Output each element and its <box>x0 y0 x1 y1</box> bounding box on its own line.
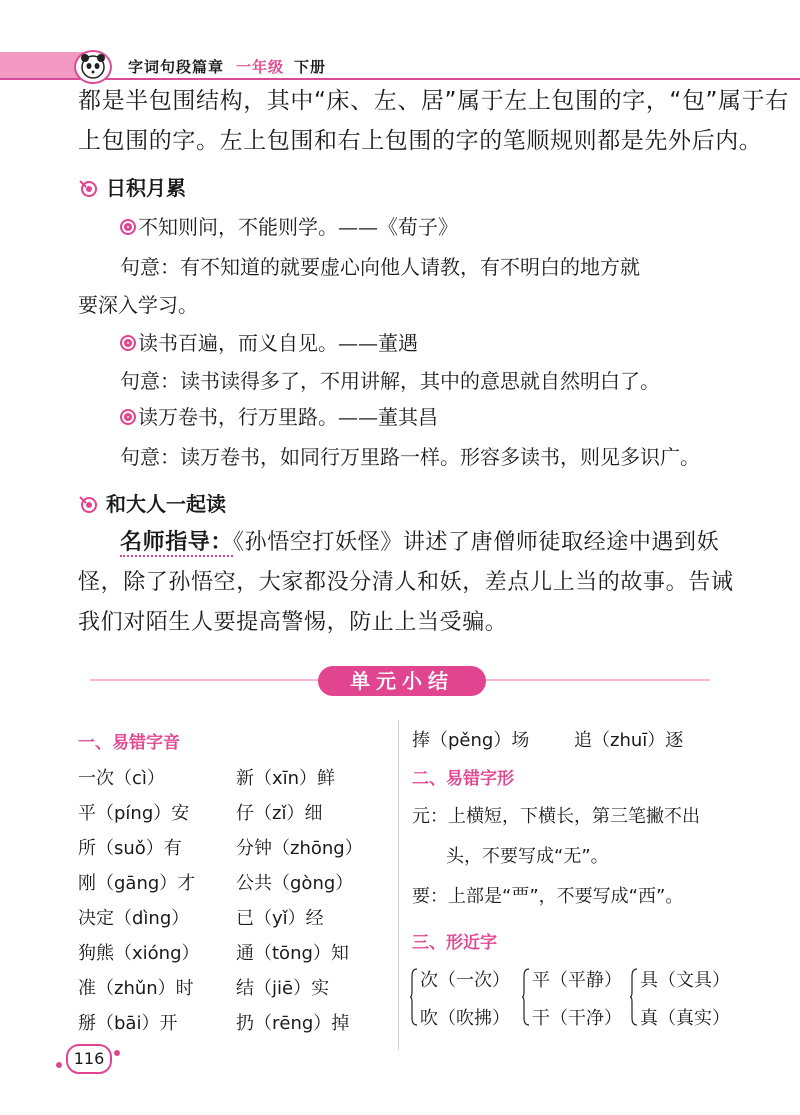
teacher-guide-label: 名师指导： <box>120 530 234 555</box>
quote-1 <box>120 212 458 242</box>
volume-label: 下册 <box>294 58 327 76</box>
yuan-rule-line-2: 头，不要写成“无”。 <box>446 846 609 867</box>
meaning-label: 句意： <box>120 445 180 469</box>
similar-char-top: 次（一次） <box>420 970 510 991</box>
header-band <box>0 52 800 80</box>
meaning-label: 句意： <box>120 369 180 393</box>
similar-char-top: 平（平静） <box>532 970 622 991</box>
read-together-line-2: 怪，除了孙悟空，大家都没分清人和妖，差点儿上当的故事。告诫 <box>78 570 734 595</box>
panda-logo-icon <box>74 50 112 84</box>
brace-icon <box>522 968 530 1026</box>
column-divider <box>398 720 399 1050</box>
word-item: 通（tōng）知 <box>236 943 349 964</box>
meaning-2 <box>120 366 660 396</box>
meaning-2-text: 读书读得多了，不用讲解，其中的意思就自然明白了。 <box>180 369 660 393</box>
read-together-line-1 <box>120 528 719 558</box>
word-item: 一次（cì） <box>78 768 165 789</box>
word-item: 公共（gòng） <box>236 873 354 894</box>
intro-line-2: 上包围的字。左上包围和右上包围的字的笔顺规则都是先外后内。 <box>78 128 763 154</box>
word-item: 新（xīn）鲜 <box>236 768 336 789</box>
word-item: 掰（bāi）开 <box>78 1013 178 1034</box>
page-dot-icon <box>114 1050 120 1056</box>
read-together-heading-text: 和大人一起读 <box>106 492 226 516</box>
brace-icon <box>410 968 418 1026</box>
word-item: 追（zhuī）逐 <box>574 730 684 751</box>
similar-char-bottom: 真（真实） <box>640 1008 730 1029</box>
word-item: 捧（pěng）场 <box>412 730 530 751</box>
meaning-3-text: 读万卷书，如同行万里路一样。形容多读书，则见多识广。 <box>180 445 700 469</box>
header-title <box>128 56 326 77</box>
page-dot-icon <box>56 1062 62 1068</box>
similar-char-top: 具（文具） <box>640 970 730 991</box>
read-together-text-1: 《孙悟空打妖怪》讲述了唐僧师徒取经途中遇到妖 <box>233 530 720 555</box>
read-together-line-3: 我们对陌生人要提高警惕，防止上当受骗。 <box>78 610 508 635</box>
word-item: 准（zhǔn）时 <box>78 978 194 999</box>
pen-badge-icon <box>78 178 98 198</box>
grade-label: 一年级 <box>236 58 285 76</box>
word-item: 仔（zǐ）细 <box>236 803 323 824</box>
meaning-1-line-1 <box>120 252 640 282</box>
quote-2 <box>120 328 418 358</box>
meaning-label: 句意： <box>120 255 180 279</box>
meaning-1-line-2: 要深入学习。 <box>78 293 198 317</box>
quote-3-text: 读万卷书，行万里路。——董其昌 <box>138 405 438 429</box>
word-item: 分钟（zhōng） <box>236 838 363 859</box>
intro-line-1: 都是半包围结构，其中“床、左、居”属于左上包围的字，“包”属于右 <box>78 88 789 114</box>
similar-char-bottom: 干（干净） <box>532 1008 622 1029</box>
quote-1-text: 不知则问，不能则学。——《荀子》 <box>138 215 458 239</box>
yao-rule: 要：上部是“覀”，不要写成“西”。 <box>412 886 684 907</box>
page-number: 116 <box>66 1044 112 1074</box>
accumulate-heading-text: 日积月累 <box>106 176 186 200</box>
yuan-rule-line-1: 元：上横短，下横长，第三笔撇不出 <box>412 806 700 827</box>
section-heading-read-together <box>78 488 226 517</box>
word-item: 结（jiē）实 <box>236 978 330 999</box>
word-item: 平（píng）安 <box>78 803 190 824</box>
quote-2-text: 读书百遍，而义自见。——董遇 <box>138 331 418 355</box>
brace-icon <box>630 968 638 1026</box>
meaning-1-text-a: 有不知道的就要虚心向他人请教，有不明白的地方就 <box>180 255 640 279</box>
word-item: 所（suǒ）有 <box>78 838 182 859</box>
bullet-circle-icon <box>120 219 136 235</box>
book-series-title: 字词句段篇章 <box>128 58 225 76</box>
bullet-circle-icon <box>120 409 136 425</box>
bullet-circle-icon <box>120 335 136 351</box>
word-item: 决定（dìng） <box>78 908 190 929</box>
meaning-3 <box>120 442 700 472</box>
section-heading-accumulate <box>78 172 186 201</box>
word-item: 狗熊（xióng） <box>78 943 200 964</box>
header-rule <box>0 78 800 80</box>
pen-badge-icon <box>78 494 98 514</box>
word-item: 刚（gāng）才 <box>78 873 196 894</box>
section-3-heading: 三、形近字 <box>412 933 497 953</box>
section-2-heading: 二、易错字形 <box>412 769 514 789</box>
similar-char-bottom: 吹（吹拂） <box>420 1008 510 1029</box>
word-item: 扔（rēng）掉 <box>236 1013 350 1034</box>
quote-3 <box>120 402 438 432</box>
word-item: 已（yǐ）经 <box>236 908 324 929</box>
section-1-heading: 一、易错字音 <box>78 733 180 753</box>
unit-summary-title: 单元小结 <box>318 666 486 696</box>
